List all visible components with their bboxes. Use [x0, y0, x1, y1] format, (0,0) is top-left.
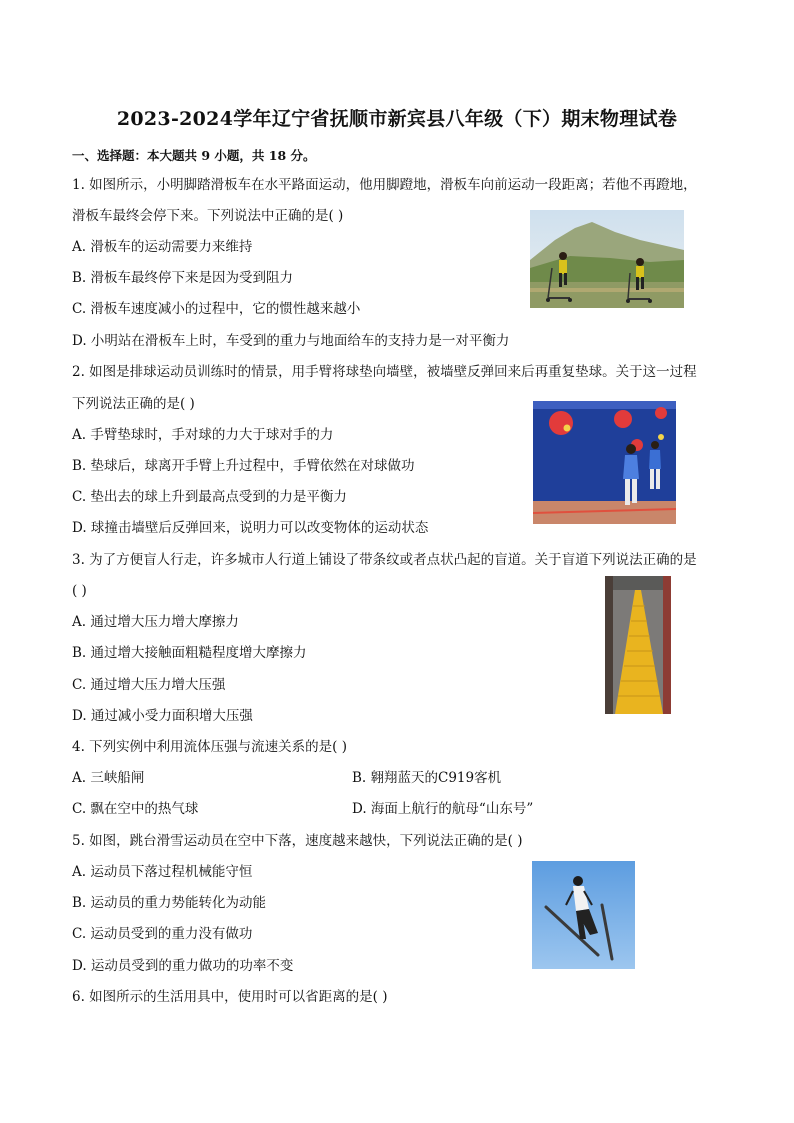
question-6-stem: 6. 如图所示的生活用具中，使用时可以省距离的是( ): [72, 989, 388, 1005]
question-4-option-a: A. 三峡船闸: [72, 770, 145, 786]
question-2-option-a: A. 手臂垫球时，手对球的力大于球对手的力: [72, 427, 334, 443]
question-5-option-d: D. 运动员受到的重力做功的功率不变: [72, 958, 294, 974]
question-2-stem-line-2: 下列说法正确的是( ): [72, 396, 195, 412]
question-4-option-d: D. 海面上航行的航母“山东号”: [352, 801, 534, 817]
question-1-option-d: D. 小明站在滑板车上时，车受到的重力与地面给车的支持力是一对平衡力: [72, 333, 510, 349]
question-1-option-c: C. 滑板车速度减小的过程中，它的惯性越来越小: [72, 301, 361, 317]
question-2-option-d: D. 球撞击墙壁后反弹回来，说明力可以改变物体的运动状态: [72, 520, 429, 536]
question-5-option-a: A. 运动员下落过程机械能守恒: [72, 864, 253, 880]
question-1-stem-line-2: 滑板车最终会停下来。下列说法中正确的是( ): [72, 208, 344, 224]
question-5-option-c: C. 运动员受到的重力没有做功: [72, 926, 253, 942]
exam-title: 2023-2024学年辽宁省抚顺市新宾县八年级（下）期末物理试卷: [116, 108, 678, 130]
question-4-stem: 4. 下列实例中利用流体压强与流速关系的是( ): [72, 739, 347, 755]
question-5-option-b: B. 运动员的重力势能转化为动能: [72, 895, 267, 911]
scooter-photo: [530, 210, 684, 308]
question-4-option-c: C. 飘在空中的热气球: [72, 801, 199, 817]
tactile-paving-photo: [605, 576, 671, 714]
volleyball-photo: [533, 401, 676, 524]
question-3-stem-line-2: ( ): [72, 583, 87, 599]
question-2-option-c: C. 垫出去的球上升到最高点受到的力是平衡力: [72, 489, 347, 505]
question-3-stem-line-1: 3. 为了方便盲人行走，许多城市人行道上铺设了带条纹或者点状凸起的盲道。关于盲道下列说法正确的是: [72, 552, 697, 568]
question-1-stem-line-1: 1. 如图所示，小明脚踏滑板车在水平路面运动，他用脚蹬地，滑板车向前运动一段距离；若他不再蹬地，: [72, 177, 697, 193]
question-3-option-b: B. 通过增大接触面粗糙程度增大摩擦力: [72, 645, 307, 661]
question-2-option-b: B. 垫球后，球离开手臂上升过程中，手臂依然在对球做功: [72, 458, 415, 474]
question-3-option-d: D. 通过减小受力面积增大压强: [72, 708, 253, 724]
ski-jump-photo: [532, 861, 635, 969]
question-2-stem-line-1: 2. 如图是排球运动员训练时的情景，用手臂将球垫向墙壁，被墙壁反弹回来后再重复垫球。关于这一过程: [72, 364, 697, 380]
question-3-option-a: A. 通过增大压力增大摩擦力: [72, 614, 239, 630]
question-3-option-c: C. 通过增大压力增大压强: [72, 677, 226, 693]
question-1-option-b: B. 滑板车最终停下来是因为受到阻力: [72, 270, 294, 286]
question-5-stem: 5. 如图，跳台滑雪运动员在空中下落，速度越来越快，下列说法正确的是( ): [72, 833, 523, 849]
question-1-option-a: A. 滑板车的运动需要力来维持: [72, 239, 253, 255]
section-heading: 一、选择题：本大题共 9 小题，共 18 分。: [72, 148, 316, 163]
question-4-option-b: B. 翱翔蓝天的C919客机: [352, 770, 502, 786]
